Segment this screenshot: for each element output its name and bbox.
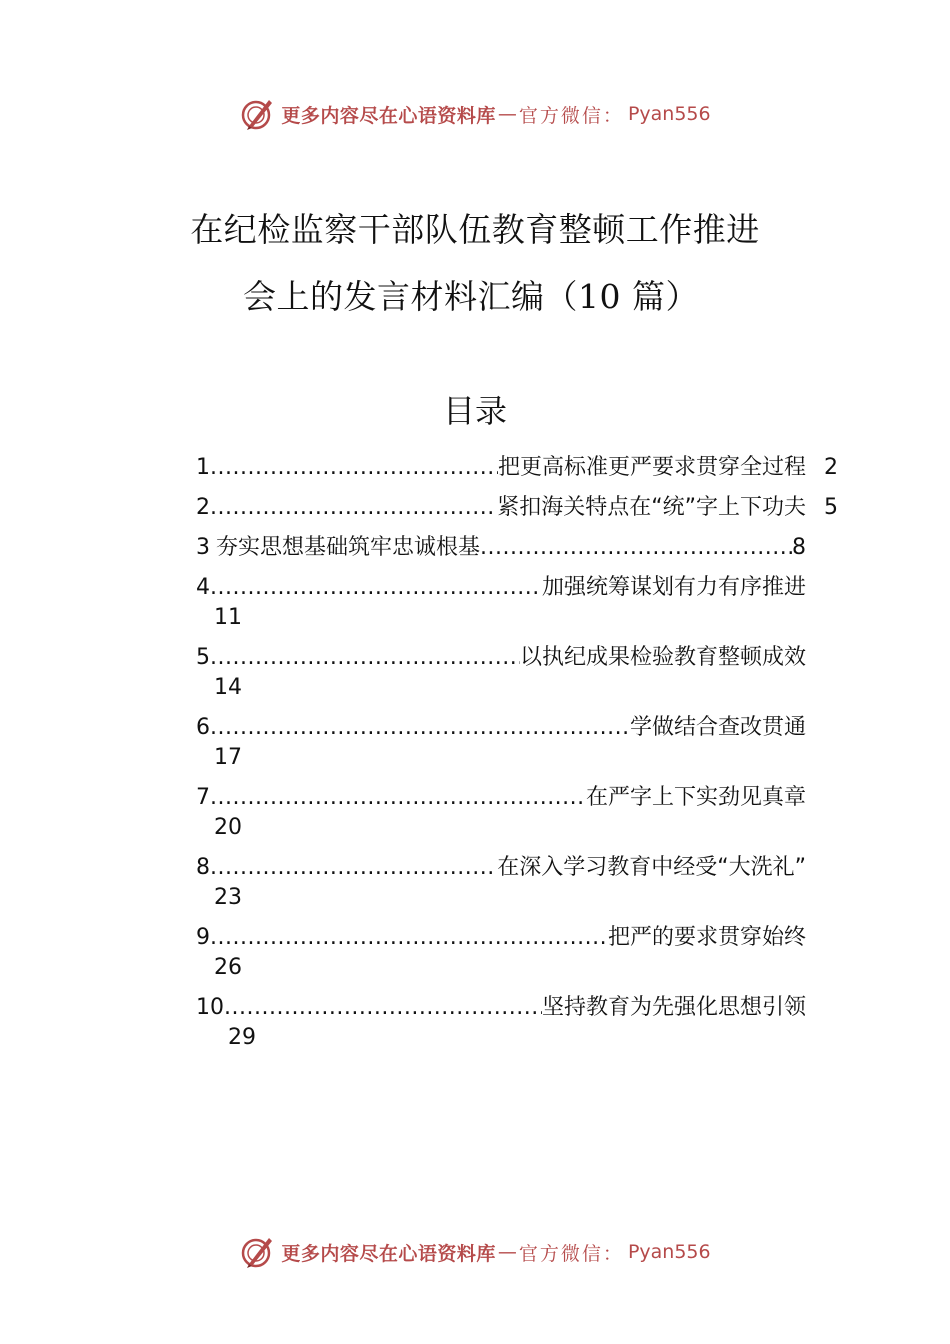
toc-leader-dots <box>210 492 497 524</box>
toc-entry-number: 9 <box>196 925 210 950</box>
toc-entry-title: 在严字上下实劲见真章 <box>585 785 806 810</box>
toc-entry-2[interactable] <box>196 492 856 532</box>
banner-account-label: 官方微信： <box>518 1242 624 1265</box>
toc-entry-page: 2 <box>824 455 838 480</box>
toc-leader-dots <box>210 572 542 604</box>
toc-entry-page: 20 <box>214 815 242 840</box>
toc-entry-page: 23 <box>214 885 242 910</box>
toc-entry-title: 以执纪成果检验教育整顿成效 <box>519 645 806 670</box>
footer-banner <box>0 1232 950 1272</box>
toc-heading: 目录 <box>442 392 507 430</box>
toc-entry-title: 在深入学习教育中经受“大洗礼” <box>497 855 806 880</box>
toc-leader-dots <box>480 532 792 564</box>
toc-entry-4[interactable] <box>196 572 856 642</box>
toc-entry-title: 夯实思想基础筑牢忠诚根基 <box>216 535 481 560</box>
toc-entry-page: 26 <box>214 955 242 980</box>
toc-leader-dots <box>210 712 630 744</box>
toc-entry-title: 坚持教育为先强化思想引领 <box>541 995 806 1020</box>
toc-leader-dots <box>210 782 586 814</box>
toc-entry-number: 10 <box>196 995 224 1020</box>
document-title-line-2: 会上的发言材料汇编（10 篇） <box>243 277 699 316</box>
table-of-contents <box>196 452 856 1062</box>
toc-entry-7[interactable] <box>196 782 856 852</box>
toc-entry-6[interactable] <box>196 712 856 782</box>
toc-leader-dots <box>210 922 608 954</box>
toc-entry-1[interactable] <box>196 452 856 492</box>
toc-entry-3[interactable] <box>196 532 856 572</box>
toc-entry-number: 2 <box>196 495 210 520</box>
toc-entry-title: 加强统筹谋划有力有序推进 <box>541 575 806 600</box>
toc-entry-number: 6 <box>196 715 210 740</box>
toc-entry-page: 17 <box>214 745 242 770</box>
toc-leader-dots <box>224 992 542 1024</box>
banner-separator: — <box>497 103 517 125</box>
pen-logo-icon <box>239 1234 275 1270</box>
toc-entry-page: 11 <box>214 605 242 630</box>
banner-wechat-id: Pyan556 <box>627 1241 711 1263</box>
toc-entry-page: 5 <box>824 495 838 520</box>
toc-entry-page: 8 <box>792 535 806 560</box>
banner-text: 更多内容尽在心语资料库 <box>281 104 496 127</box>
header-banner <box>0 94 950 134</box>
toc-leader-dots <box>210 642 520 674</box>
toc-entry-5[interactable] <box>196 642 856 712</box>
toc-entry-title: 把更高标准更严要求贯穿全过程 <box>497 455 806 480</box>
pen-logo-icon <box>239 96 275 132</box>
toc-leader-dots <box>210 852 497 884</box>
toc-entry-page: 14 <box>214 675 242 700</box>
toc-entry-number: 7 <box>196 785 210 810</box>
toc-entry-number: 1 <box>196 455 210 480</box>
banner-account-label: 官方微信： <box>518 104 624 127</box>
toc-entry-title: 学做结合查改贯通 <box>629 715 806 740</box>
toc-entry-number: 4 <box>196 575 210 600</box>
toc-entry-title: 紧扣海关特点在“统”字上下功夫 <box>497 495 806 520</box>
toc-entry-10[interactable] <box>196 992 856 1062</box>
toc-entry-8[interactable] <box>196 852 856 922</box>
toc-entry-number: 5 <box>196 645 210 670</box>
banner-text: 更多内容尽在心语资料库 <box>281 1242 496 1265</box>
toc-entry-number: 3 <box>196 535 210 560</box>
toc-entry-page: 29 <box>228 1025 256 1050</box>
toc-leader-dots <box>210 452 498 484</box>
banner-separator: — <box>497 1241 517 1263</box>
toc-entry-title: 把严的要求贯穿始终 <box>607 925 806 950</box>
toc-entry-number: 8 <box>196 855 210 880</box>
toc-entry-9[interactable] <box>196 922 856 992</box>
banner-wechat-id: Pyan556 <box>627 103 711 125</box>
document-title-line-1: 在纪检监察干部队伍教育整顿工作推进 <box>190 210 760 249</box>
